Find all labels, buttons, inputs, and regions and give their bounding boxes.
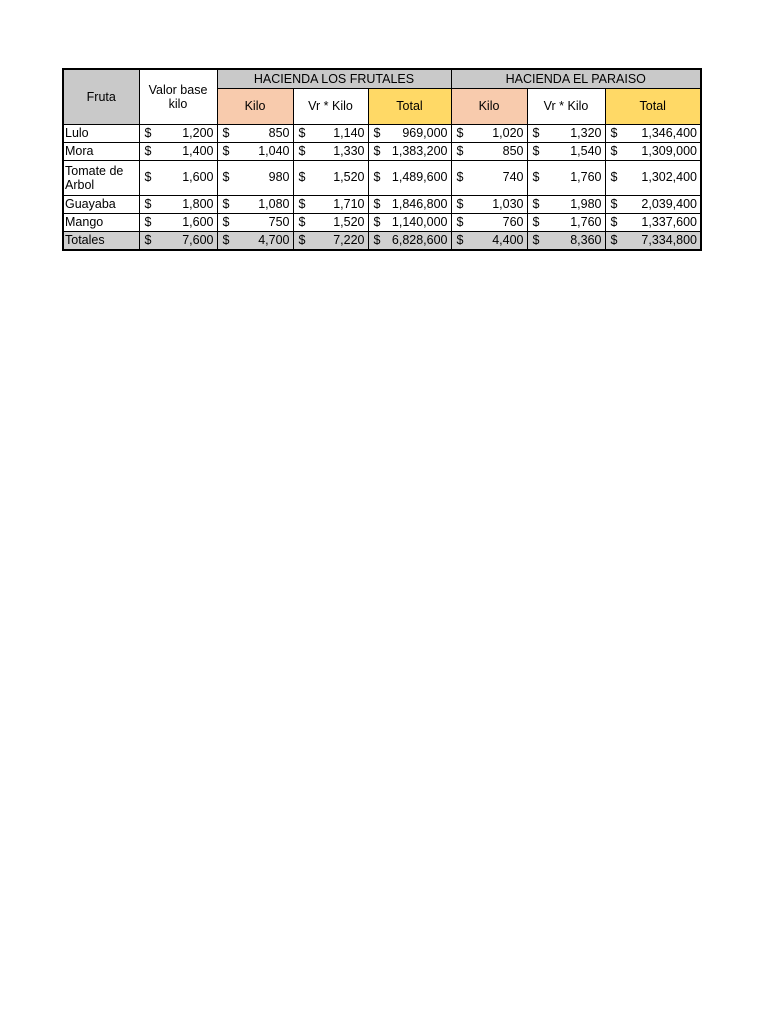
- cell-h2-vr-kilo: [527, 231, 605, 250]
- currency-symbol: $: [532, 196, 540, 211]
- amount-value: 1,346,400: [641, 125, 697, 140]
- cell-fruta: [63, 231, 139, 250]
- currency-symbol: $: [456, 196, 464, 211]
- table-row: [63, 195, 701, 213]
- amount-value: 1,600: [182, 214, 214, 229]
- cell-h2-kilo: [451, 142, 527, 160]
- currency-symbol: $: [222, 196, 230, 211]
- currency-symbol: $: [532, 143, 540, 158]
- header-h1-total: Total: [368, 88, 451, 124]
- amount-value: 1,030: [492, 196, 524, 211]
- cell-h1-kilo: [217, 195, 293, 213]
- cell-h2-kilo: [451, 160, 527, 195]
- cell-h1-total: [368, 231, 451, 250]
- cell-valor-base: [139, 213, 217, 231]
- cell-h2-kilo: [451, 231, 527, 250]
- cell-fruta: [63, 160, 139, 195]
- amount-value: 1,489,600: [391, 170, 448, 185]
- amount-value: 969,000: [402, 125, 448, 140]
- header-hacienda-el-paraiso: HACIENDA EL PARAISO: [451, 69, 701, 88]
- cell-h2-total: [605, 160, 701, 195]
- cell-h1-vr-kilo: [293, 142, 368, 160]
- currency-symbol: $: [298, 125, 306, 140]
- fruta-label: Totales: [65, 232, 105, 247]
- amount-value: 1,760: [570, 170, 602, 185]
- currency-symbol: $: [222, 170, 230, 185]
- amount-value: 8,360: [570, 232, 602, 247]
- currency-symbol: $: [532, 232, 540, 247]
- currency-symbol: $: [456, 170, 464, 185]
- header-h2-total: Total: [605, 88, 701, 124]
- currency-symbol: $: [456, 125, 464, 140]
- currency-symbol: $: [532, 170, 540, 185]
- cell-fruta: [63, 213, 139, 231]
- currency-symbol: $: [222, 125, 230, 140]
- currency-symbol: $: [373, 170, 381, 185]
- fruta-label: Mora: [65, 143, 94, 158]
- cell-valor-base: [139, 142, 217, 160]
- cell-h1-vr-kilo: [293, 160, 368, 195]
- amount-value: 1,302,400: [641, 170, 697, 185]
- amount-value: 1,800: [182, 196, 214, 211]
- cell-h2-kilo: [451, 124, 527, 142]
- cell-h1-vr-kilo: [293, 195, 368, 213]
- currency-symbol: $: [144, 196, 152, 211]
- fruit-price-table: [62, 68, 702, 251]
- cell-h2-vr-kilo: [527, 142, 605, 160]
- cell-h1-vr-kilo: [293, 231, 368, 250]
- currency-symbol: $: [373, 232, 381, 247]
- amount-value: 1,040: [258, 143, 290, 158]
- table-body: [63, 124, 701, 250]
- fruta-label: Lulo: [65, 125, 89, 140]
- cell-valor-base: [139, 231, 217, 250]
- currency-symbol: $: [456, 143, 464, 158]
- cell-h1-total: [368, 124, 451, 142]
- header-hacienda-los-frutales: HACIENDA LOS FRUTALES: [217, 69, 451, 88]
- amount-value: 4,700: [258, 232, 290, 247]
- cell-h1-total: [368, 160, 451, 195]
- currency-symbol: $: [610, 232, 618, 247]
- amount-value: 1,760: [570, 214, 602, 229]
- currency-symbol: $: [222, 143, 230, 158]
- cell-h2-vr-kilo: [527, 124, 605, 142]
- amount-value: 1,309,000: [641, 143, 697, 158]
- header-fruta: Fruta: [63, 69, 139, 124]
- currency-symbol: $: [373, 125, 381, 140]
- amount-value: 1,520: [333, 170, 365, 185]
- cell-h1-total: [368, 142, 451, 160]
- amount-value: 4,400: [492, 232, 524, 247]
- currency-symbol: $: [610, 143, 618, 158]
- amount-value: 1,980: [570, 196, 602, 211]
- currency-symbol: $: [373, 214, 381, 229]
- currency-symbol: $: [373, 143, 381, 158]
- cell-h2-total: [605, 124, 701, 142]
- currency-symbol: $: [373, 196, 381, 211]
- currency-symbol: $: [144, 214, 152, 229]
- table-row: [63, 124, 701, 142]
- cell-h1-kilo: [217, 124, 293, 142]
- amount-value: 1,540: [570, 143, 602, 158]
- currency-symbol: $: [144, 232, 152, 247]
- cell-fruta: [63, 142, 139, 160]
- amount-value: 1,600: [182, 170, 214, 185]
- amount-value: 7,220: [333, 232, 365, 247]
- currency-symbol: $: [298, 143, 306, 158]
- fruta-label: Guayaba: [65, 196, 116, 211]
- currency-symbol: $: [222, 214, 230, 229]
- amount-value: 7,600: [182, 232, 214, 247]
- currency-symbol: $: [222, 232, 230, 247]
- amount-value: 1,140: [333, 125, 365, 140]
- cell-h2-total: [605, 142, 701, 160]
- amount-value: 750: [268, 214, 290, 229]
- cell-h2-vr-kilo: [527, 213, 605, 231]
- amount-value: 760: [502, 214, 524, 229]
- cell-h2-total: [605, 213, 701, 231]
- currency-symbol: $: [532, 214, 540, 229]
- header-h2-kilo: Kilo: [451, 88, 527, 124]
- cell-h1-total: [368, 195, 451, 213]
- cell-h1-kilo: [217, 160, 293, 195]
- currency-symbol: $: [610, 196, 618, 211]
- currency-symbol: $: [298, 170, 306, 185]
- cell-h2-total: [605, 231, 701, 250]
- cell-h2-kilo: [451, 213, 527, 231]
- currency-symbol: $: [610, 170, 618, 185]
- cell-fruta: [63, 195, 139, 213]
- cell-h2-vr-kilo: [527, 160, 605, 195]
- cell-h1-vr-kilo: [293, 213, 368, 231]
- currency-symbol: $: [456, 232, 464, 247]
- amount-value: 1,710: [333, 196, 365, 211]
- cell-valor-base: [139, 160, 217, 195]
- cell-h2-vr-kilo: [527, 195, 605, 213]
- cell-h2-kilo: [451, 195, 527, 213]
- cell-h1-vr-kilo: [293, 124, 368, 142]
- amount-value: 1,020: [492, 125, 524, 140]
- cell-h1-kilo: [217, 231, 293, 250]
- cell-valor-base: [139, 195, 217, 213]
- amount-value: 1,400: [182, 143, 214, 158]
- currency-symbol: $: [298, 214, 306, 229]
- amount-value: 1,846,800: [391, 196, 448, 211]
- cell-h1-total: [368, 213, 451, 231]
- fruta-label: Mango: [65, 214, 104, 229]
- header-h1-vr-kilo: Vr * Kilo: [293, 88, 368, 124]
- table-row: [63, 142, 701, 160]
- table-row: [63, 213, 701, 231]
- header-h1-kilo: Kilo: [217, 88, 293, 124]
- amount-value: 1,320: [570, 125, 602, 140]
- amount-value: 6,828,600: [391, 232, 448, 247]
- amount-value: 2,039,400: [641, 196, 697, 211]
- currency-symbol: $: [456, 214, 464, 229]
- amount-value: 980: [268, 170, 290, 185]
- currency-symbol: $: [298, 196, 306, 211]
- table-row: [63, 160, 701, 195]
- amount-value: 740: [502, 170, 524, 185]
- currency-symbol: $: [144, 143, 152, 158]
- amount-value: 1,080: [258, 196, 290, 211]
- currency-symbol: $: [144, 170, 152, 185]
- cell-valor-base: [139, 124, 217, 142]
- currency-symbol: $: [144, 125, 152, 140]
- cell-h1-kilo: [217, 142, 293, 160]
- currency-symbol: $: [610, 214, 618, 229]
- currency-symbol: $: [610, 125, 618, 140]
- amount-value: 850: [268, 125, 290, 140]
- amount-value: 1,140,000: [391, 214, 448, 229]
- header-valor-base: Valor base kilo: [139, 69, 217, 124]
- header-h2-vr-kilo: Vr * Kilo: [527, 88, 605, 124]
- amount-value: 1,337,600: [641, 214, 697, 229]
- amount-value: 7,334,800: [641, 232, 697, 247]
- amount-value: 1,520: [333, 214, 365, 229]
- amount-value: 850: [502, 143, 524, 158]
- cell-h2-total: [605, 195, 701, 213]
- cell-h1-kilo: [217, 213, 293, 231]
- currency-symbol: $: [532, 125, 540, 140]
- amount-value: 1,200: [182, 125, 214, 140]
- amount-value: 1,330: [333, 143, 365, 158]
- amount-value: 1,383,200: [391, 143, 448, 158]
- cell-fruta: [63, 124, 139, 142]
- currency-symbol: $: [298, 232, 306, 247]
- fruta-label: Tomate de Arbol: [65, 163, 124, 192]
- totals-row: [63, 231, 701, 250]
